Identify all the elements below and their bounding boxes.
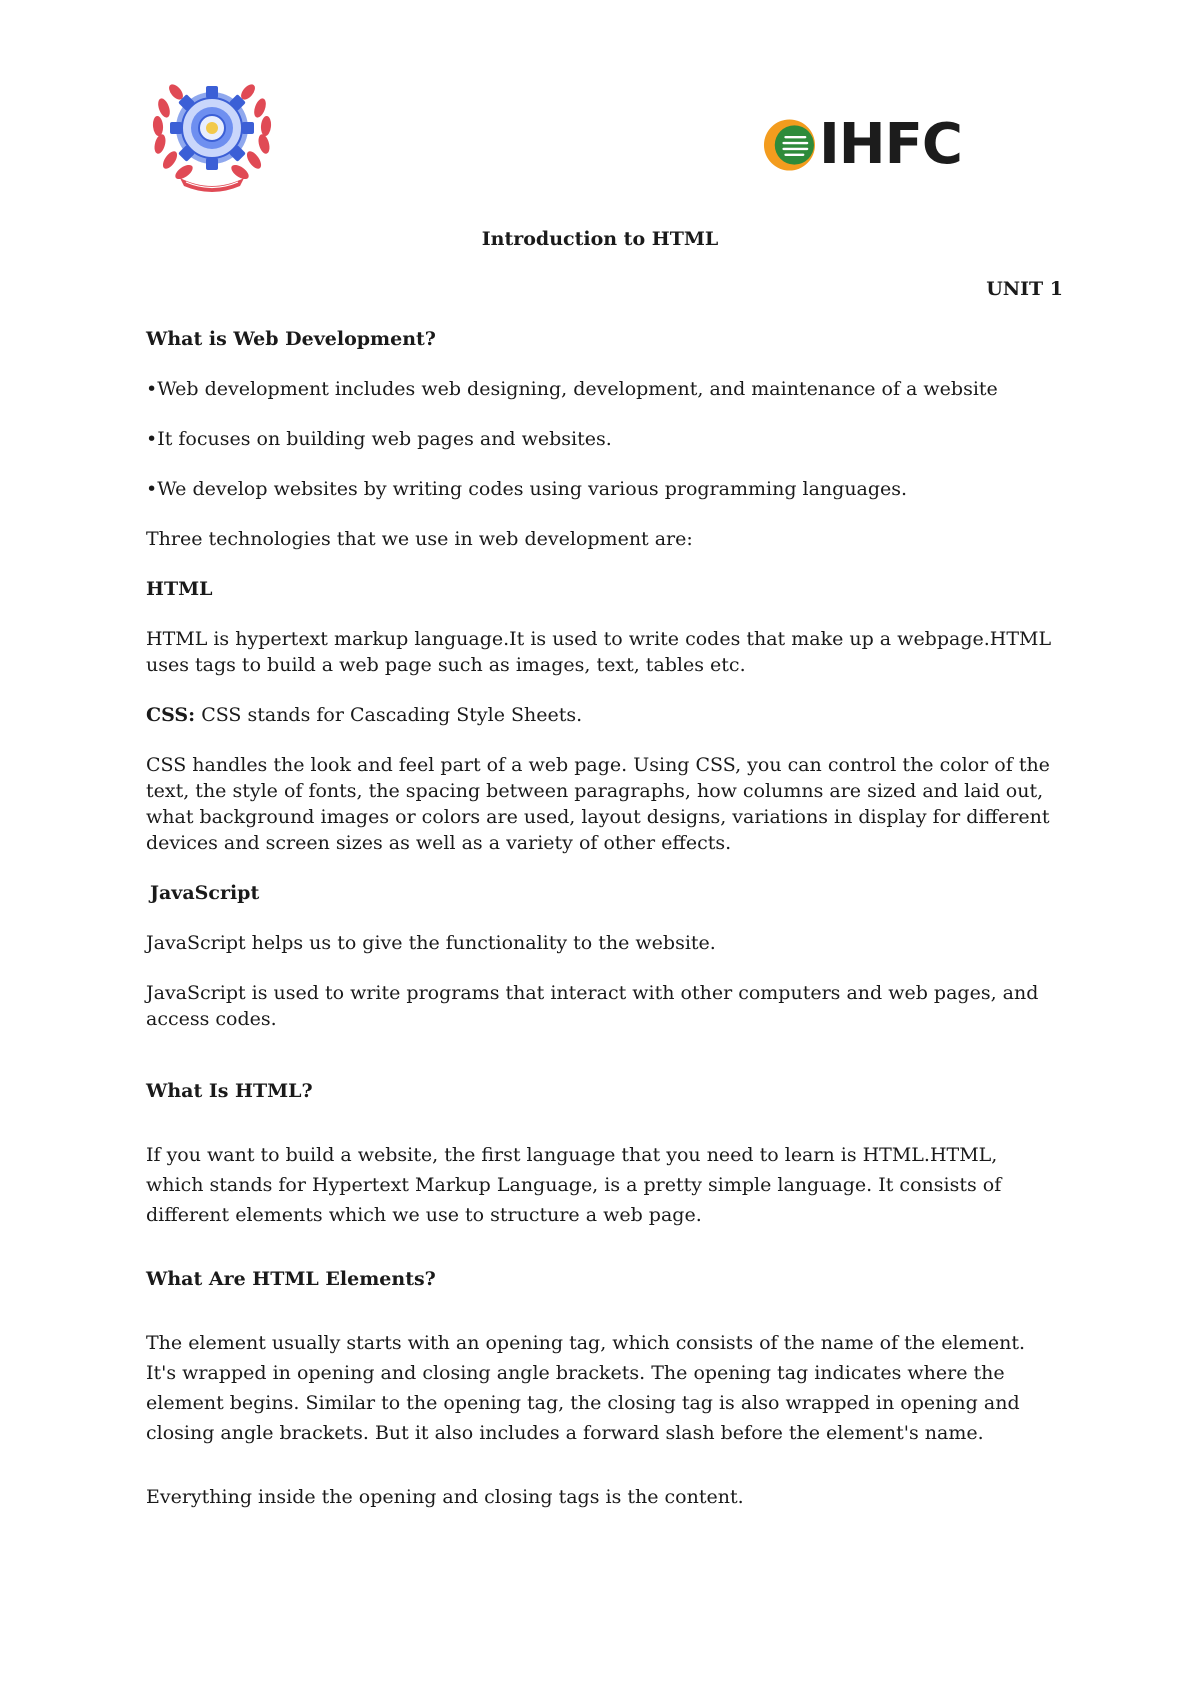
bullet-web-dev-2: •It focuses on building web pages and websites. [146,428,612,450]
bullet-web-dev-1: •Web development includes web designing, development, and maintenance of a website [146,378,998,400]
ihfc-wordmark: IHFC [818,112,962,177]
document-title: Introduction to HTML [481,228,719,250]
emblem-icon [146,78,278,194]
heading-what-is-html: What Is HTML? [146,1080,313,1102]
what-is-html-paragraph: If you want to build a website, the first language that you need to learn is HTML.HTML, which stands for Hypertext Markup Language, is a pretty simple language. It consists of different elements which we use to structure a web page. [146,1144,1002,1226]
ihfc-circle-icon [762,117,817,173]
html-paragraph: HTML is hypertext markup language.It is used to write codes that make up a webpage.HTML uses tags to build a web page such as images, text, tables etc. [146,628,1052,676]
html-elements-paragraph-1: The element usually starts with an opening tag, which consists of the name of the element. It's wrapped in opening and closing angle brackets. The opening tag indicates where the element begins. Similar to the opening tag, the closing tag is also wrapped in opening and closing angle brackets. But it also includes a forward slash before the element's name. [146,1332,1026,1444]
heading-html: HTML [146,578,213,600]
css-label: CSS: [146,704,196,726]
css-definition-text: CSS stands for Cascading Style Sheets. [195,704,583,726]
document-body [146,326,1056,1510]
heading-web-development: What is Web Development? [146,328,436,350]
ihfc-logo [762,112,962,177]
school-emblem-logo [146,78,278,194]
technologies-intro: Three technologies that we use in web development are: [146,528,693,550]
heading-html-elements: What Are HTML Elements? [146,1268,436,1290]
unit-label: UNIT 1 [986,278,1063,300]
js-paragraph-1: JavaScript helps us to give the functionality to the website. [146,932,716,954]
html-elements-paragraph-2: Everything inside the opening and closing tags is the content. [146,1486,744,1508]
heading-javascript: JavaScript [150,882,260,904]
js-paragraph-2: JavaScript is used to write programs that interact with other computers and web pages, and access codes. [146,982,1039,1030]
css-definition [146,702,1056,728]
css-paragraph: CSS handles the look and feel part of a web page. Using CSS, you can control the color of the text, the style of fonts, the spacing between paragraphs, how columns are sized and laid out, what background images or colors are used, layout designs, variations in display for different devices and screen sizes as well as a variety of other effects. [146,754,1050,854]
bullet-web-dev-3: •We develop websites by writing codes using various programming languages. [146,478,908,500]
